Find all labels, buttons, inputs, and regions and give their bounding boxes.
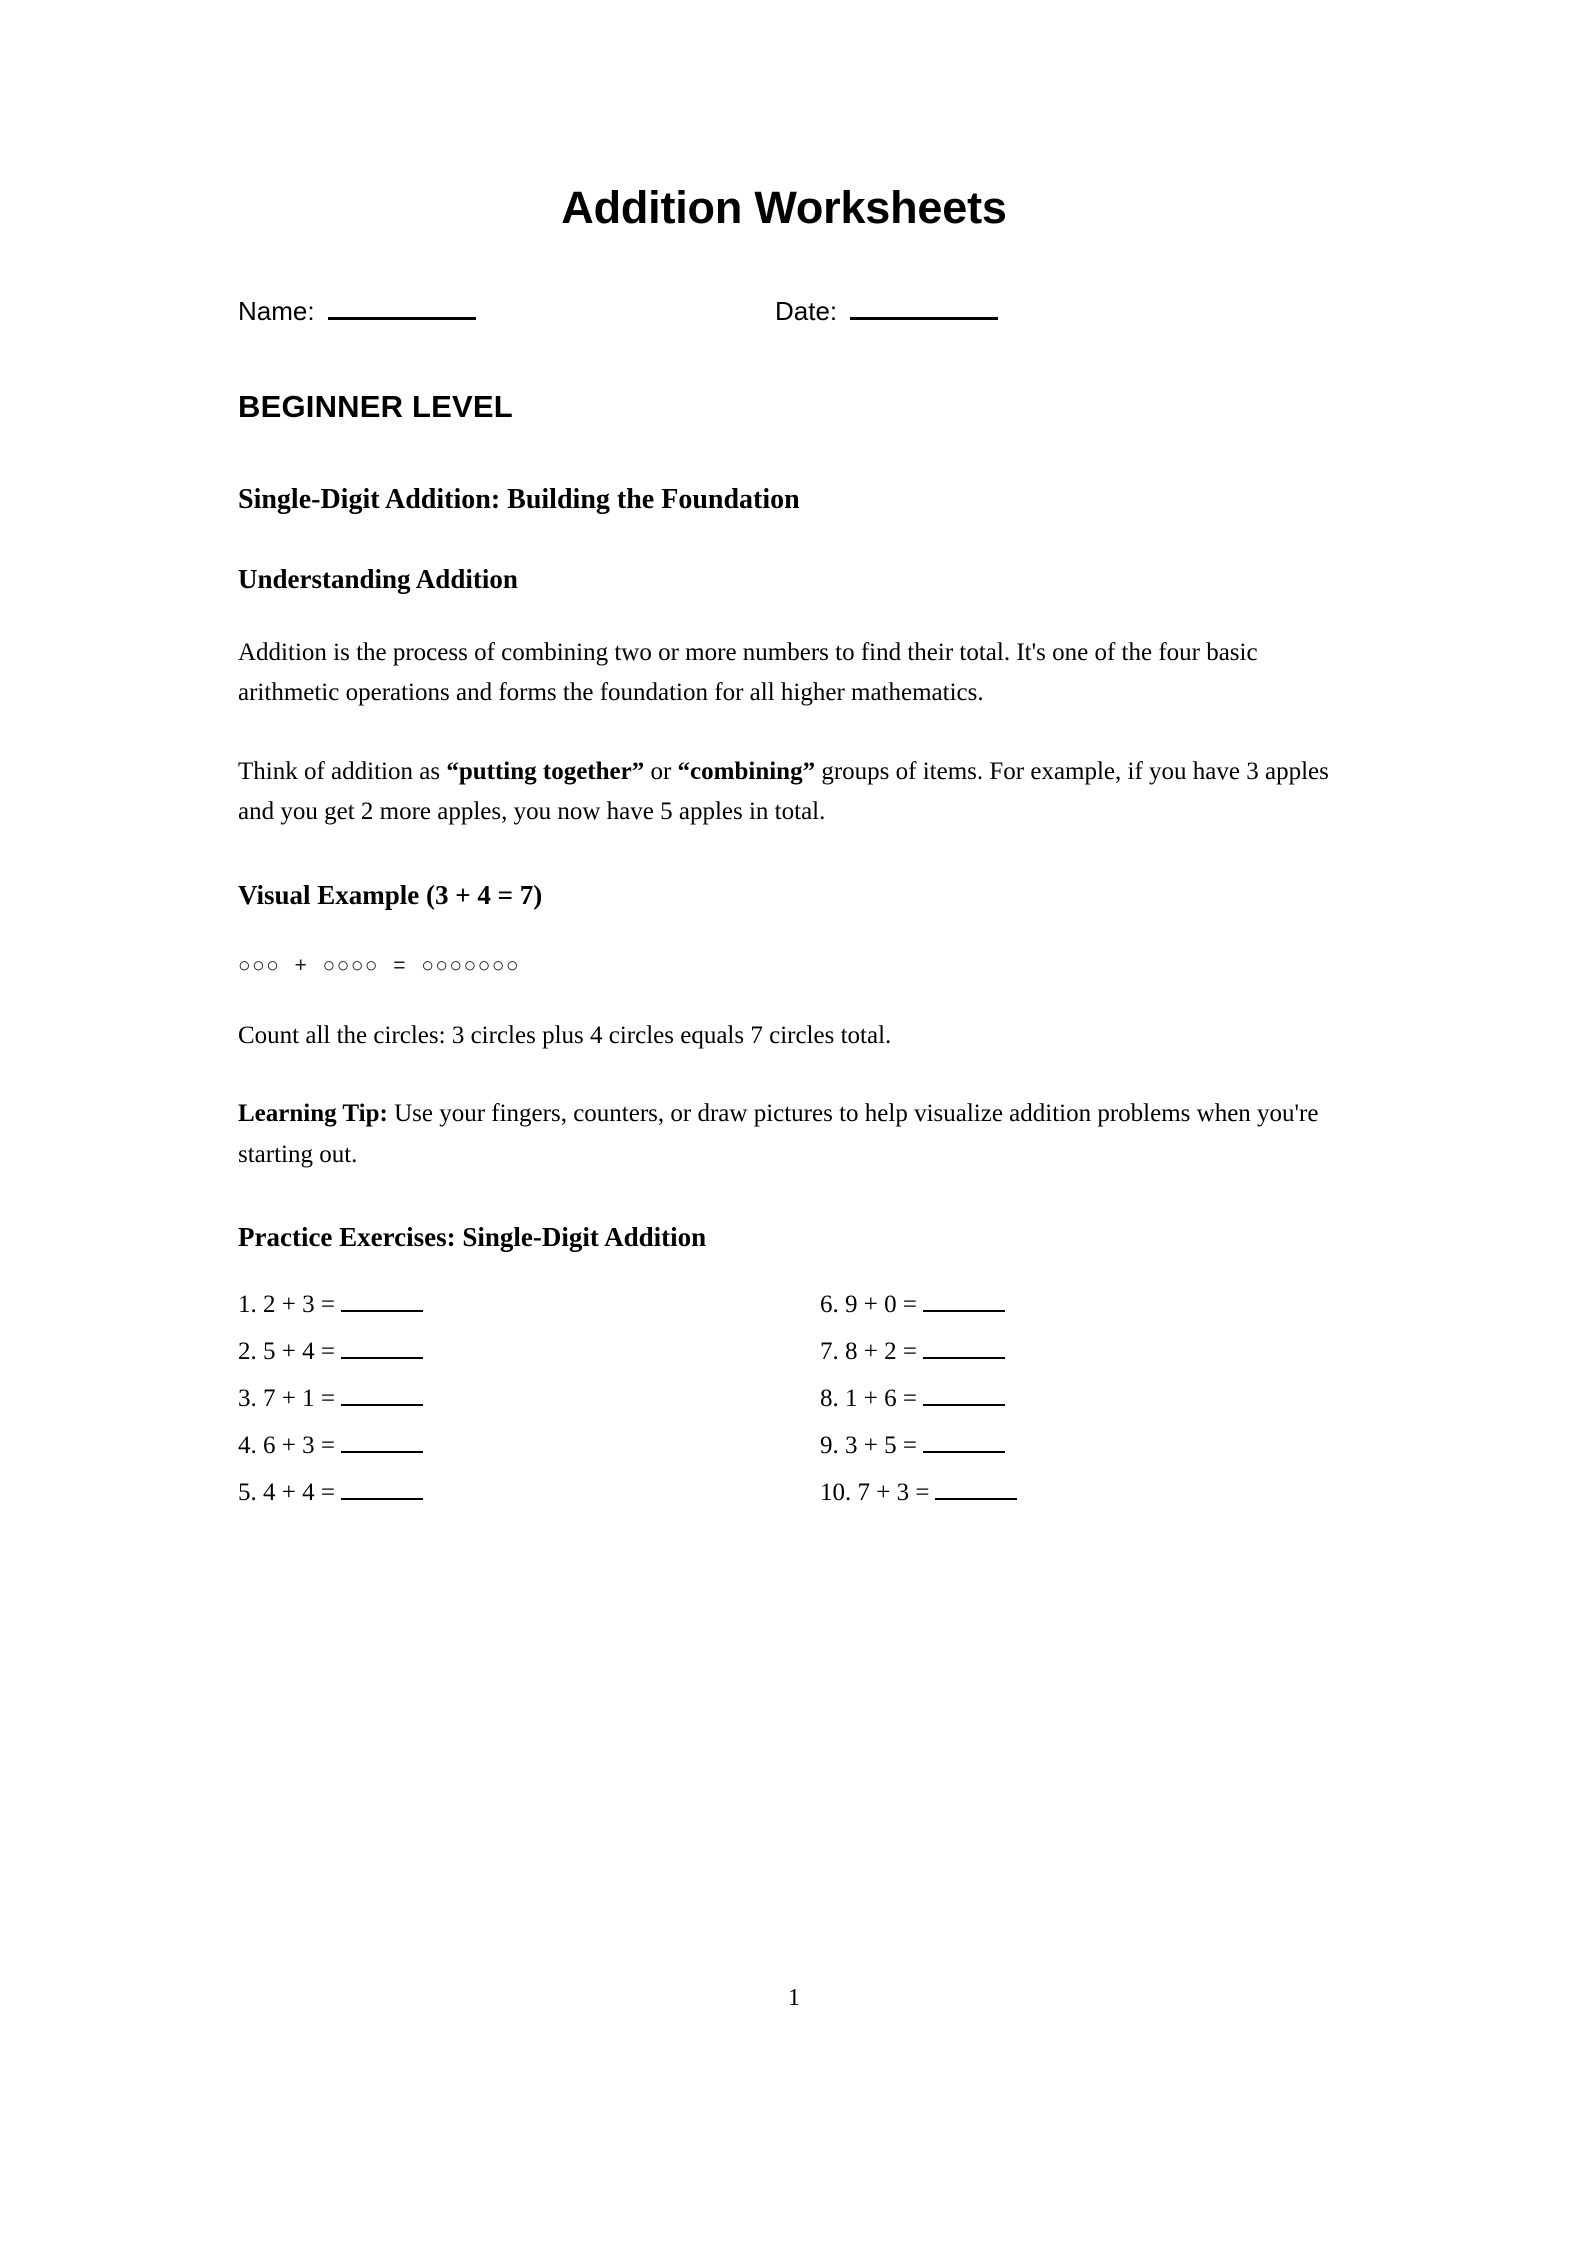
section-heading: Single-Digit Addition: Building the Foundation (238, 483, 800, 515)
visual-example-heading: Visual Example (3 + 4 = 7) (238, 879, 543, 910)
exercise-text: 10. 7 + 3 = (820, 1478, 930, 1506)
name-field-group (238, 291, 476, 327)
visual-example-caption: Count all the circles: 3 circles plus 4 circles equals 7 circles total. (238, 1021, 892, 1049)
page-number: 1 (788, 1985, 800, 2011)
exercise-item (820, 1431, 1017, 1478)
exercise-item (820, 1290, 1017, 1337)
practice-exercises-heading: Practice Exercises: Single-Digit Addition (238, 1222, 707, 1253)
understanding-addition-heading: Understanding Addition (238, 563, 518, 594)
exercise-answer-blank[interactable] (341, 1337, 423, 1359)
exercise-item (820, 1384, 1017, 1431)
exercise-answer-blank[interactable] (923, 1384, 1005, 1406)
exercise-answer-blank[interactable] (341, 1478, 423, 1500)
name-label: Name: (238, 295, 315, 326)
para2-text-2: or (644, 757, 678, 785)
learning-tip-label: Learning Tip: (238, 1100, 388, 1128)
exercise-answer-blank[interactable] (923, 1337, 1005, 1359)
exercise-text: 9. 3 + 5 = (820, 1431, 917, 1459)
date-field-group (775, 291, 998, 327)
exercise-item (238, 1478, 423, 1525)
exercise-text: 4. 6 + 3 = (238, 1431, 335, 1459)
para2-bold-putting-together: “putting together” (446, 757, 645, 785)
exercise-item (238, 1337, 423, 1384)
exercise-text: 2. 5 + 4 = (238, 1337, 335, 1365)
exercise-text: 1. 2 + 3 = (238, 1290, 335, 1318)
exercise-answer-blank[interactable] (923, 1431, 1005, 1453)
exercise-text: 8. 1 + 6 = (820, 1384, 917, 1412)
exercise-text: 3. 7 + 1 = (238, 1384, 335, 1412)
exercise-text: 6. 9 + 0 = (820, 1290, 917, 1318)
para2-text-1: Think of addition as (238, 757, 447, 785)
name-input-blank[interactable] (328, 291, 476, 320)
exercise-answer-blank[interactable] (341, 1290, 423, 1312)
exercise-answer-blank[interactable] (935, 1478, 1017, 1500)
exercise-item (238, 1384, 423, 1431)
understanding-paragraph-2 (238, 714, 1330, 833)
exercise-item (238, 1431, 423, 1478)
understanding-paragraph-1: Addition is the process of combining two or more numbers to find their total. It's one of the four basic arithmetic operations and forms the foundation for all higher mathematics. (238, 638, 1258, 707)
exercise-column-left (238, 1290, 423, 1525)
exercise-item (820, 1478, 1017, 1525)
page-content (238, 0, 1330, 1570)
learning-tip-paragraph (238, 1056, 1330, 1175)
para2-text-3: groups of items. For example, if you have 3 apples and you get 2 more apples, you now have 5 apples in total. (238, 757, 1329, 826)
date-label: Date: (775, 295, 838, 326)
exercise-item (238, 1290, 423, 1337)
circle-diagram: ○○○ + ○○○○ = ○○○○○○○ (238, 956, 521, 980)
name-date-row (238, 291, 1330, 331)
exercise-text: 5. 4 + 4 = (238, 1478, 335, 1506)
page-title: Addition Worksheets (561, 182, 1007, 233)
level-heading: BEGINNER LEVEL (238, 388, 513, 424)
exercise-column-right (820, 1290, 1017, 1525)
exercise-item (820, 1337, 1017, 1384)
practice-exercises-list (238, 1254, 1330, 1570)
learning-tip-text: Use your fingers, counters, or draw pictures to help visualize addition problems when you're starting out. (238, 1100, 1319, 1168)
exercise-text: 7. 8 + 2 = (820, 1337, 917, 1365)
para2-bold-combining: “combining” (677, 757, 816, 785)
date-input-blank[interactable] (850, 291, 998, 320)
exercise-answer-blank[interactable] (923, 1290, 1005, 1312)
exercise-answer-blank[interactable] (341, 1384, 423, 1406)
exercise-answer-blank[interactable] (341, 1431, 423, 1453)
